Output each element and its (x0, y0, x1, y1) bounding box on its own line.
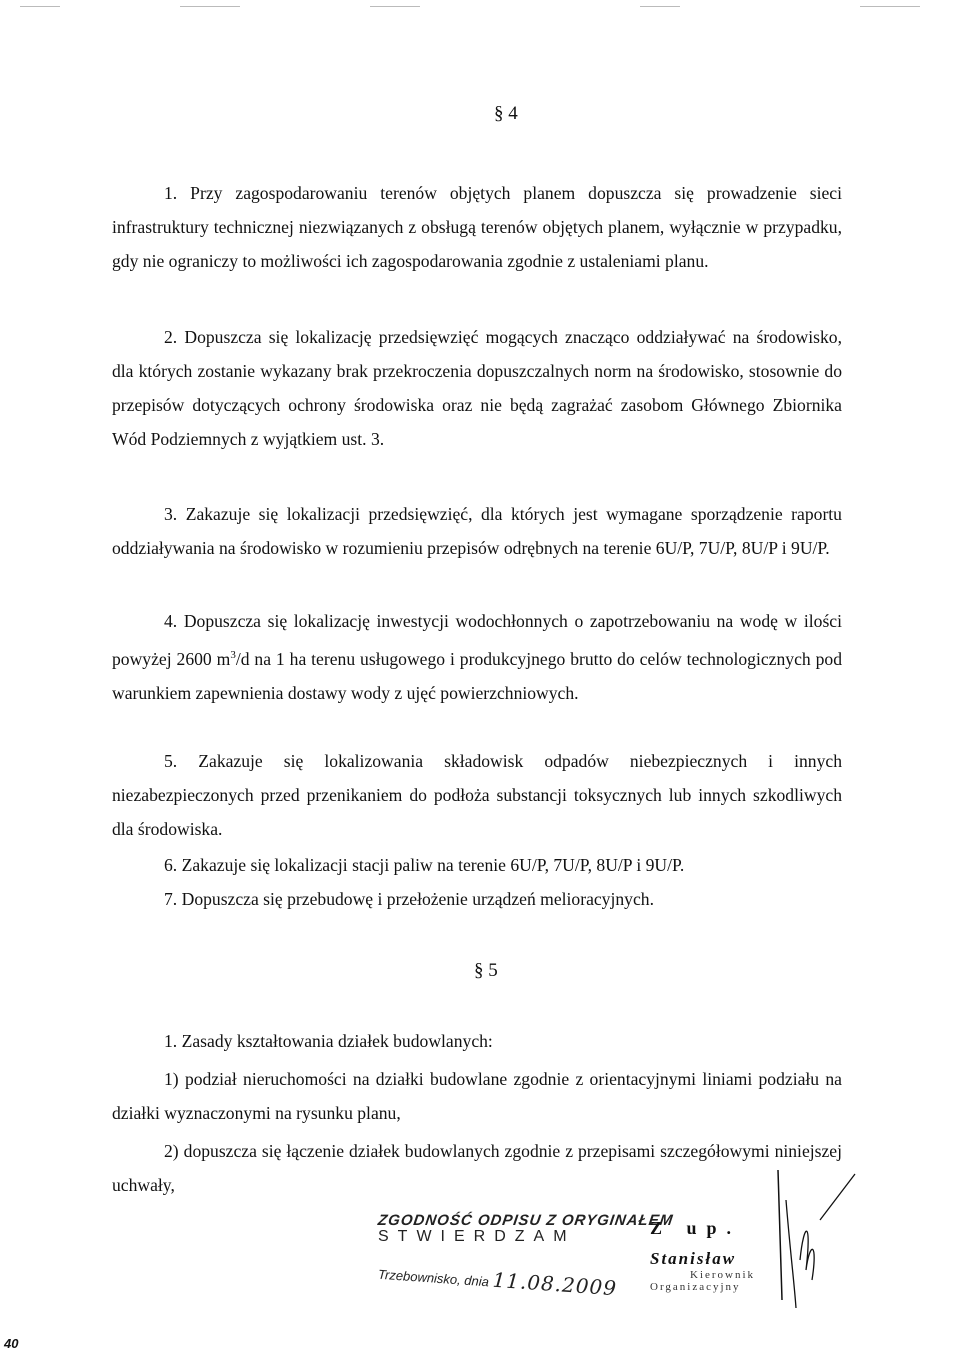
section-4-item-3 (112, 497, 842, 565)
stamp-place: Trzebownisko, dnia (377, 1266, 490, 1290)
item-number: 1. (164, 1031, 178, 1051)
item-text: Przy zagospodarowaniu terenów objętych planem dopuszcza się prowadzenie sieci infrastruktury technicznej niezwiązanych z obsługą terenów objętych planem, wyłącznie w przypadku, gdy nie ograniczy to możliwości ich zagospodarowania zgodnie z ustaleniami planu. (112, 183, 842, 271)
section-5-point-2 (112, 1134, 842, 1202)
item-text-before: Dopuszcza się lokalizację inwestycji wodochłonnych o zapotrzebowaniu na wodę w ilości powyżej 2600 m (112, 611, 842, 669)
scan-edge-mark (860, 6, 920, 7)
section-4-heading: § 4 (494, 103, 518, 124)
scan-edge-mark (640, 6, 680, 7)
stamp-date: 11.08.2009 (491, 1267, 618, 1301)
item-text: Zakazuje się lokalizacji przedsięwzięć, dla których jest wymagane sporządzenie raportu oddziaływania na środowisko w rozumieniu przepisów odrębnych na terenie 6U/P, 7U/P, 8U/P i 9U/P. (112, 504, 842, 558)
section-4-item-4 (112, 604, 842, 710)
item-number: 1) (164, 1069, 179, 1089)
item-text: podział nieruchomości na działki budowlane zgodnie z orientacyjnymi liniami podziału na działki wyznaczonymi na rysunku planu, (112, 1069, 842, 1123)
item-text: Dopuszcza się lokalizację przedsięwzięć mogących znacząco oddziaływać na środowisko, dla których zostanie wykazany brak przekroczenia dopuszczalnych norm na środowisko, stosownie do przepisów dotyczących ochrony środowiska oraz nie będą zagrażać zasobom Głównego Zbiornika Wód Podziemnych z wyjątkiem ust. 3. (112, 327, 842, 449)
signature-role: Organizacyjny (650, 1281, 741, 1293)
certification-stamp-place-date (377, 1260, 617, 1301)
handwritten-signature (760, 1160, 880, 1310)
section-4-item-6 (112, 848, 842, 882)
signature-stamp (650, 1218, 755, 1293)
item-text: Zasady kształtowania działek budowlanych: (181, 1031, 493, 1051)
section-4-item-1 (112, 176, 842, 278)
scan-edge-mark (180, 6, 240, 7)
item-number: 1. (164, 183, 178, 203)
signature-on-behalf: Z up. (650, 1218, 742, 1238)
section-4-item-2 (112, 320, 842, 456)
scan-edge-mark (20, 6, 60, 7)
section-4-item-5 (112, 744, 842, 846)
superscript: 3 (230, 649, 236, 661)
item-number: 5. (164, 751, 178, 771)
certification-stamp-line: ZGODNOŚĆ ODPISU Z ORYGINAŁEM (376, 1212, 675, 1229)
item-text: Zakazuje się lokalizowania składowisk odpadów niebezpiecznych i innych niezabezpieczonych przed przenikaniem do podłoża substancji toksycznych lub innych szkodliwych dla środowiska. (112, 751, 842, 839)
item-number: 2) (164, 1141, 179, 1161)
scan-edge-mark (370, 6, 420, 7)
signature-name: Stanisław (650, 1249, 737, 1268)
section-5-point-1 (112, 1062, 842, 1130)
item-text: Dopuszcza się przebudowę i przełożenie urządzeń melioracyjnych. (181, 889, 654, 909)
certification-stamp-confirm: STWIERDZAM (378, 1228, 576, 1245)
section-5-heading: § 5 (474, 960, 498, 981)
item-number: 2. (164, 327, 178, 347)
signature-role: Kierownik (690, 1269, 756, 1281)
item-text-after: /d na 1 ha terenu usługowego i produkcyjnego brutto do celów technologicznych pod warunkiem zapewnienia dostawy wody z ujęć powierzchniowych. (112, 648, 842, 703)
item-number: 7. (164, 889, 178, 909)
item-text: dopuszcza się łączenie działek budowlanych zgodnie z przepisami szczegółowymi niniejszej uchwały, (112, 1141, 842, 1195)
item-number: 3. (164, 504, 178, 524)
item-number: 4. (164, 611, 178, 631)
item-text: Zakazuje się lokalizacji stacji paliw na terenie 6U/P, 7U/P, 8U/P i 9U/P. (181, 855, 685, 875)
item-number: 6. (164, 855, 178, 875)
margin-mark: 40 (4, 1336, 19, 1351)
section-4-item-7 (112, 882, 842, 916)
section-5-item-1 (112, 1024, 842, 1058)
